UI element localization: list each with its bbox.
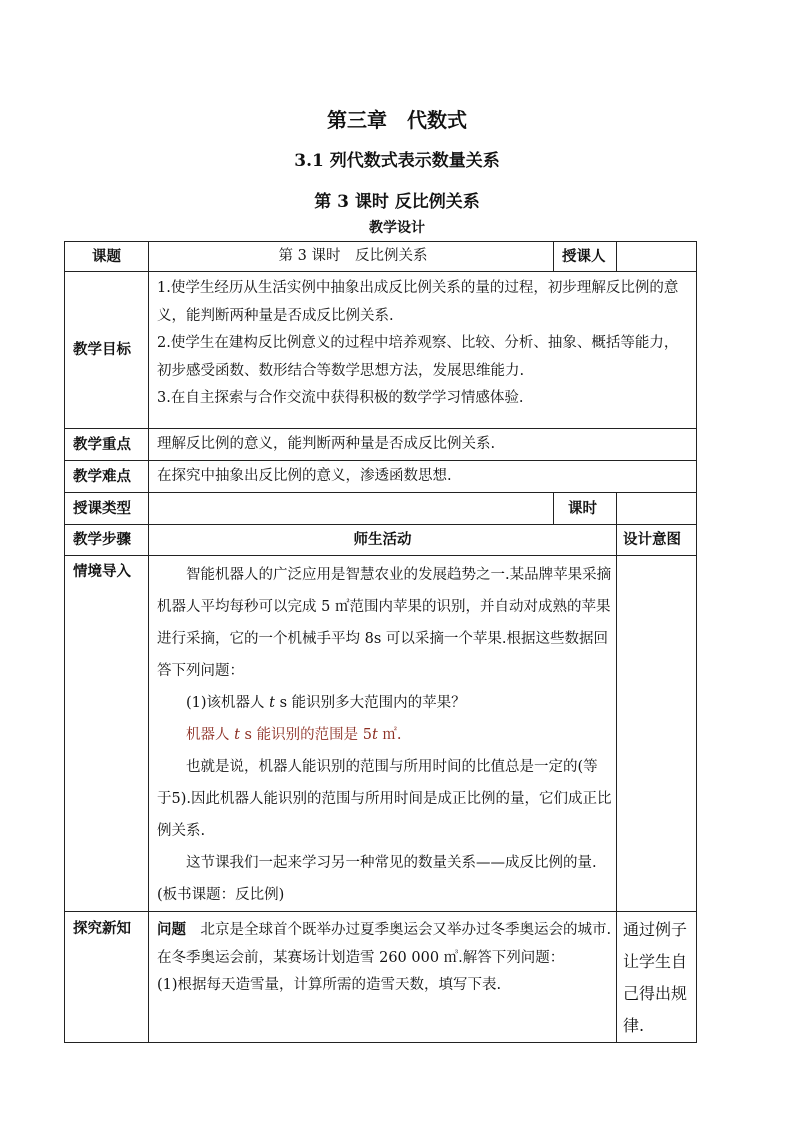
chapter-title: 第三章 代数式 [327,108,467,132]
explore-question: 问题 北京是全球首个既举办过夏季奥运会又举办过冬季奥运会的城市.在冬季奥运会前，某赛场计划造雪 260 000 ㎥.解答下列问题： [157,921,612,966]
goal-item: 3.在自主探索与合作交流中获得积极的数学学习情感体验. [157,390,524,406]
goal-item: 1.使学生经历从生活实例中抽象出成反比例关系的量的过程，初步理解反比例的意义，能判断两种量是否成反比例关系. [157,280,679,324]
section-title: 3.1 列代数式表示数量关系 [294,151,500,171]
intro-question: (1)该机器人 t s 能识别多大范围内的苹果？ [186,695,466,711]
intro-paragraph: 智能机器人的广泛应用是智慧农业的发展趋势之一.某品牌苹果采摘机器人平均每秒可以完成 5 ㎡范围内苹果的识别，并自动对成熟的苹果进行采摘，它的一个机械手平均 8s 可以采摘一个苹果.根据这些数据回答下列问题： [157,567,612,679]
type-value [149,493,554,525]
intent-label: 设计意图 [617,525,697,556]
row-goals [65,272,697,429]
intro-label: 情境导入 [65,556,149,912]
design-heading: 教学设计 [369,220,425,236]
row-topic [65,242,697,272]
topic-value: 第 3 课时 反比例关系 [149,242,554,272]
key-value: 理解反比例的意义，能判断两种量是否成反比例关系. [149,429,697,461]
goals-label: 教学目标 [65,272,149,429]
explore-subquestion: (1)根据每天造雪量，计算所需的造雪天数，填写下表. [157,977,502,993]
explore-label: 探究新知 [65,912,149,1043]
lesson-title: 第 3 课时 反比例关系 [314,192,480,212]
difficulty-label: 教学难点 [65,461,149,493]
intro-content [149,556,617,912]
activity-label: 师生活动 [149,525,617,556]
key-label: 教学重点 [65,429,149,461]
intro-paragraph: 也就是说，机器人能识别的范围与所用时间的比值总是一定的(等于5).因此机器人能识别的范围与所用时间是成正比例的量，它们成正比例关系. [157,759,612,839]
row-difficulty [65,461,697,493]
intro-answer: 机器人 t s 能识别的范围是 5t ㎡. [186,727,402,743]
row-steps-header [65,525,697,556]
steps-label: 教学步骤 [65,525,149,556]
goals-content [149,272,697,429]
goal-item: 2.使学生在建构反比例意义的过程中培养观察、比较、分析、抽象、概括等能力，初步感受函数、数形结合等数学思想方法，发展思维能力. [157,335,679,379]
lesson-plan-table [64,241,697,1043]
row-explore [65,912,697,1043]
hours-value [617,493,697,525]
intro-paragraph: 这节课我们一起来学习另一种常见的数量关系——成反比例的量.(板书课题：反比例) [157,855,597,903]
explore-content [149,912,617,1043]
row-intro [65,556,697,912]
row-key-point [65,429,697,461]
difficulty-value: 在探究中抽象出反比例的意义，渗透函数思想. [149,461,697,493]
teacher-label: 授课人 [554,242,617,272]
topic-label: 课题 [65,242,149,272]
row-type [65,493,697,525]
hours-label: 课时 [554,493,617,525]
question-label: 问题 [157,921,186,938]
teacher-value [617,242,697,272]
intro-intent [617,556,697,912]
type-label: 授课类型 [65,493,149,525]
explore-intent: 通过例子让学生自己得出规律. [617,912,697,1043]
